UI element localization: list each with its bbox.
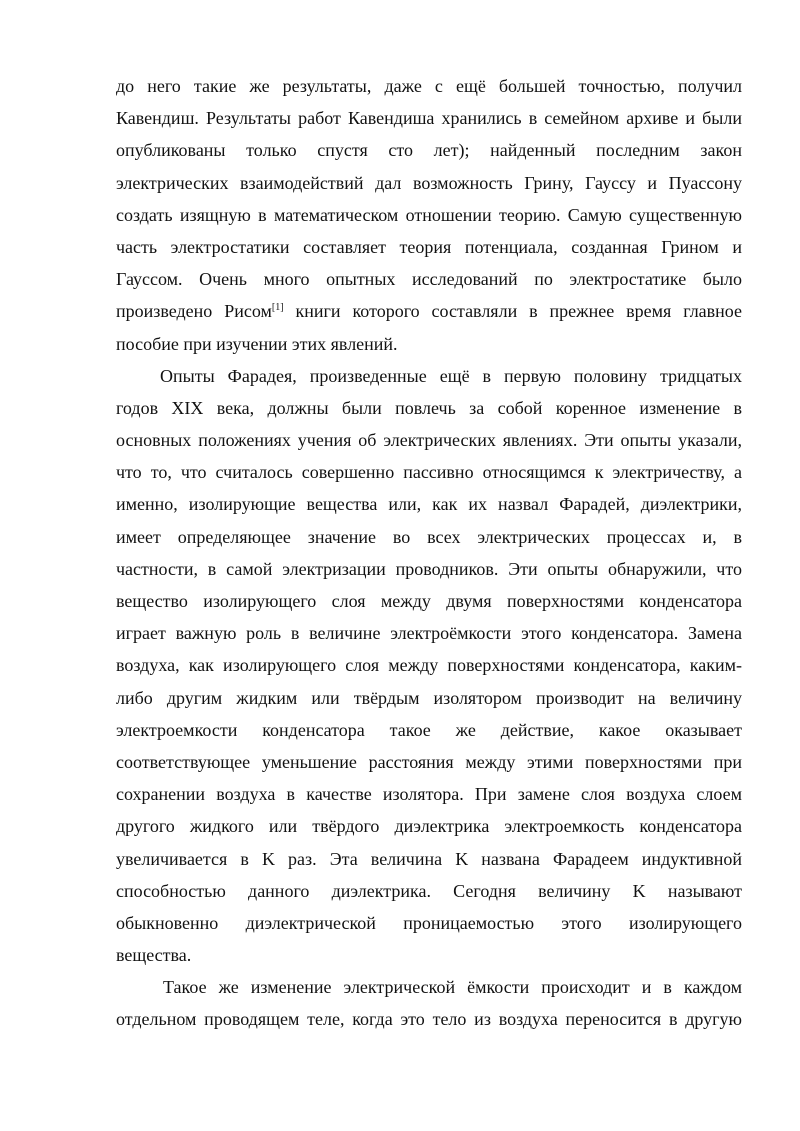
text-line: соответствующее уменьшение расстояния между этими поверхностями при xyxy=(116,751,742,772)
text-line: имеет определяющее значение во всех электрических процессах и, в xyxy=(116,526,742,547)
text-line: создать изящную в математическом отношении теорию. Самую существенную xyxy=(116,204,742,225)
document-body xyxy=(116,70,742,1036)
text-line: годов XIX века, должны были повлечь за собой коренное изменение в xyxy=(116,397,742,418)
text-line: часть электростатики составляет теория потенциала, созданная Грином и xyxy=(116,236,742,257)
text-line: играет важную роль в величине электроёмкости этого конденсатора. Замена xyxy=(116,623,742,644)
text-line: другого жидкого или твёрдого диэлектрика электроемкость конденсатора xyxy=(116,816,742,837)
text-line: Такое же изменение электрической ёмкости происходит и в каждом xyxy=(163,977,742,998)
text-line: до него такие же результаты, даже с ещё большей точностью, получил xyxy=(116,76,742,96)
paragraph-2 xyxy=(116,360,742,972)
text-line: способностью данного диэлектрика. Сегодня величину K называют xyxy=(116,880,742,901)
text-line: либо другим жидким или твёрдым изолятором производит на величину xyxy=(116,687,742,708)
text-line: электрических взаимодействий дал возможность Грину, Гауссу и Пуассону xyxy=(116,172,742,193)
text-line: именно, изолирующие вещества или, как их назвал Фарадей, диэлектрики, xyxy=(116,494,742,515)
text-line: электроемкости конденсатора такое же действие, какое оказывает xyxy=(116,719,742,740)
paragraph-1 xyxy=(116,70,742,360)
text-line: что то, что считалось совершенно пассивно относящимся к электричеству, а xyxy=(116,462,742,483)
text-line: увеличивается в K раз. Эта величина K названа Фарадеем индуктивной xyxy=(116,848,742,869)
text-line: вещество изолирующего слоя между двумя поверхностями конденсатора xyxy=(116,591,742,611)
paragraph-3 xyxy=(116,971,742,1035)
text-line: воздуха, как изолирующего слоя между поверхностями конденсатора, каким- xyxy=(116,655,742,676)
text-line: Опыты Фарадея, произведенные ещё в первую половину тридцатых xyxy=(160,365,742,386)
text-line: частности, в самой электризации проводников. Эти опыты обнаружили, что xyxy=(116,558,742,579)
text-line: опубликованы только спустя сто лет); найденный последним закон xyxy=(116,140,742,161)
footnote-reference[interactable]: [1] xyxy=(271,302,284,314)
text-line: обыкновенно диэлектрической проницаемостью этого изолирующего xyxy=(116,912,742,933)
text-line: отдельном проводящем теле, когда это тело из воздуха переносится в другую xyxy=(116,1009,742,1030)
text-line: сохранении воздуха в качестве изолятора. При замене слоя воздуха слоем xyxy=(116,784,742,805)
text-line-with-footnote xyxy=(116,295,742,327)
text-line: основных положениях учения об электрических явлениях. Эти опыты указали, xyxy=(116,430,742,451)
text-line: пособие при изучении этих явлений. xyxy=(116,333,398,354)
text-segment: книги которого составляли в прежнее время главное xyxy=(283,301,743,322)
text-line: Кавендиш. Результаты работ Кавендиша хранились в семейном архиве и были xyxy=(116,108,742,129)
text-line: Гауссом. Очень много опытных исследований по электростатике было xyxy=(116,269,742,290)
text-segment: произведено Рисом xyxy=(116,301,272,322)
text-line: вещества. xyxy=(116,945,192,966)
